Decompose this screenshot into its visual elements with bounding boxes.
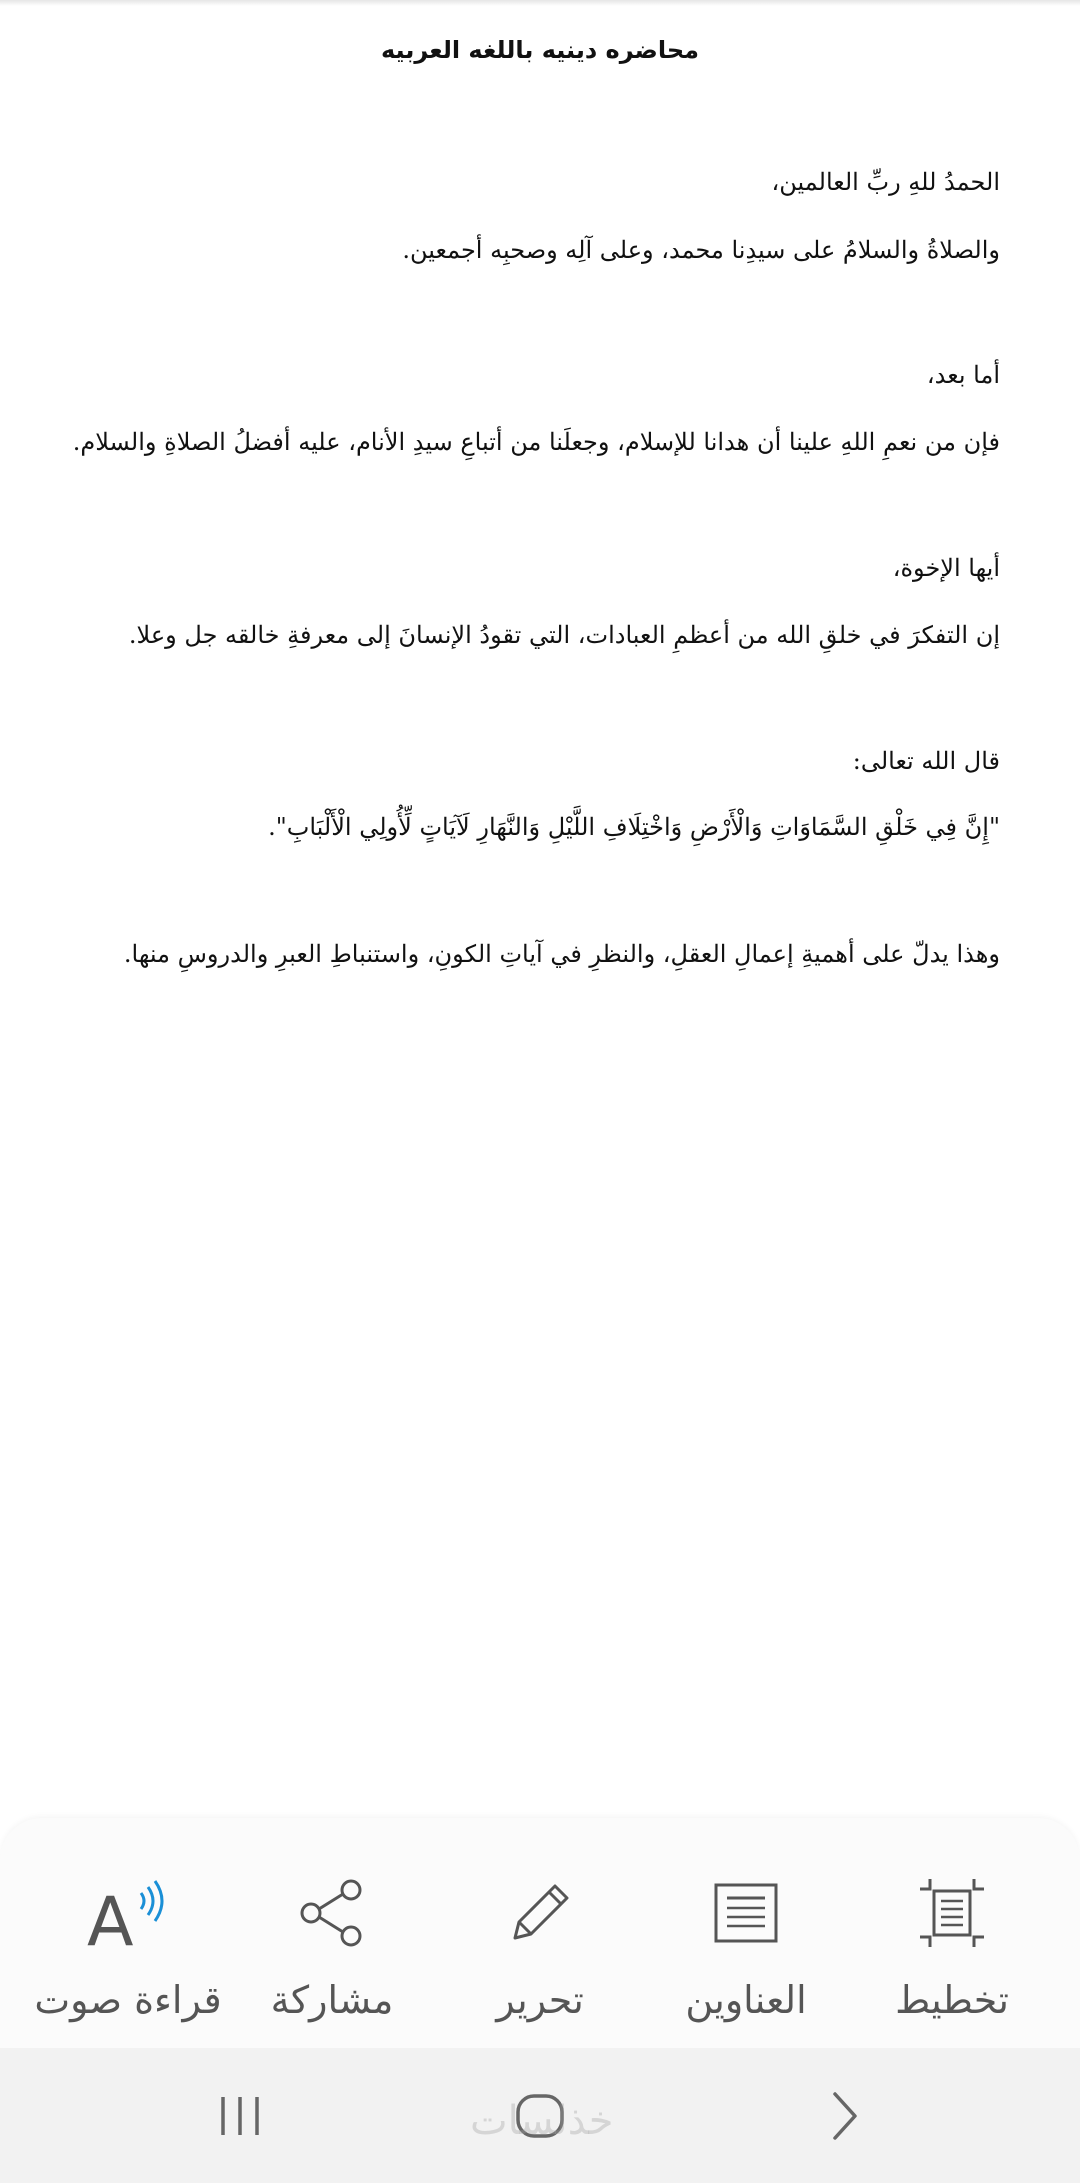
share-label: مشاركة xyxy=(270,1978,394,2022)
watermark-text: خذلسات xyxy=(470,2098,614,2144)
paragraph-4: فإن من نعمِ اللهِ علينا أن هدانا للإسلام، وجعلَنا من أتباعِ سيدِ الأنام، عليه أفضلُ الصلاةِ والسلام. xyxy=(72,428,1000,456)
top-edge-shadow xyxy=(0,0,1080,6)
headings-label: العناوين xyxy=(685,1978,807,2022)
paragraph-9: وهذا يدلّ على أهميةِ إعمالِ العقلِ، والنظرِ في آياتِ الكونِ، واستنباطِ العبرِ والدروسِ منها. xyxy=(123,940,1000,968)
headings-button[interactable] xyxy=(646,1868,846,2032)
document-title: محاضره دينيه باللغه العربيه xyxy=(380,36,699,64)
paragraph-6: إن التفكرَ في خلقِ الله من أعظمِ العبادات، التي تقودُ الإنسانَ إلى معرفةِ خالقه جل وعلا. xyxy=(128,621,1000,649)
back-button[interactable] xyxy=(775,2048,915,2183)
paragraph-1: الحمدُ للهِ ربِّ العالمين، xyxy=(771,168,1000,196)
paragraph-8: "إِنَّ فِي خَلْقِ السَّمَاوَاتِ وَالْأَرْضِ وَاخْتِلَافِ اللَّيْلِ وَالنَّهَارِ لَآيَاتٍ لِّأُولِي الْأَلْبَابِ". xyxy=(268,813,1000,841)
svg-text:A: A xyxy=(87,1883,134,1962)
read-aloud-icon xyxy=(28,1868,228,1962)
bottom-toolbar xyxy=(0,1818,1080,2048)
paragraph-3: أما بعد، xyxy=(926,361,1000,389)
edit-button[interactable] xyxy=(440,1868,640,2032)
paragraph-5: أيها الإخوة، xyxy=(892,554,1000,582)
share-icon xyxy=(232,1868,432,1958)
recent-apps-icon xyxy=(215,2091,265,2141)
edit-label: تحرير xyxy=(496,1978,584,2022)
headings-icon xyxy=(646,1868,846,1958)
read-aloud-label: قراءة صوت xyxy=(34,1978,222,2022)
chevron-right-icon xyxy=(825,2088,865,2144)
print-layout-icon xyxy=(852,1868,1052,1958)
paragraph-7: قال الله تعالى: xyxy=(852,747,1000,775)
recent-apps-button[interactable] xyxy=(170,2048,310,2183)
pencil-icon xyxy=(440,1868,640,1958)
share-button[interactable] xyxy=(232,1868,432,2032)
print-layout-label: تخطيط xyxy=(895,1978,1009,2022)
paragraph-2: والصلاةُ والسلامُ على سيدِنا محمد، وعلى آلِه وصحبِه أجمعين. xyxy=(402,236,1000,264)
